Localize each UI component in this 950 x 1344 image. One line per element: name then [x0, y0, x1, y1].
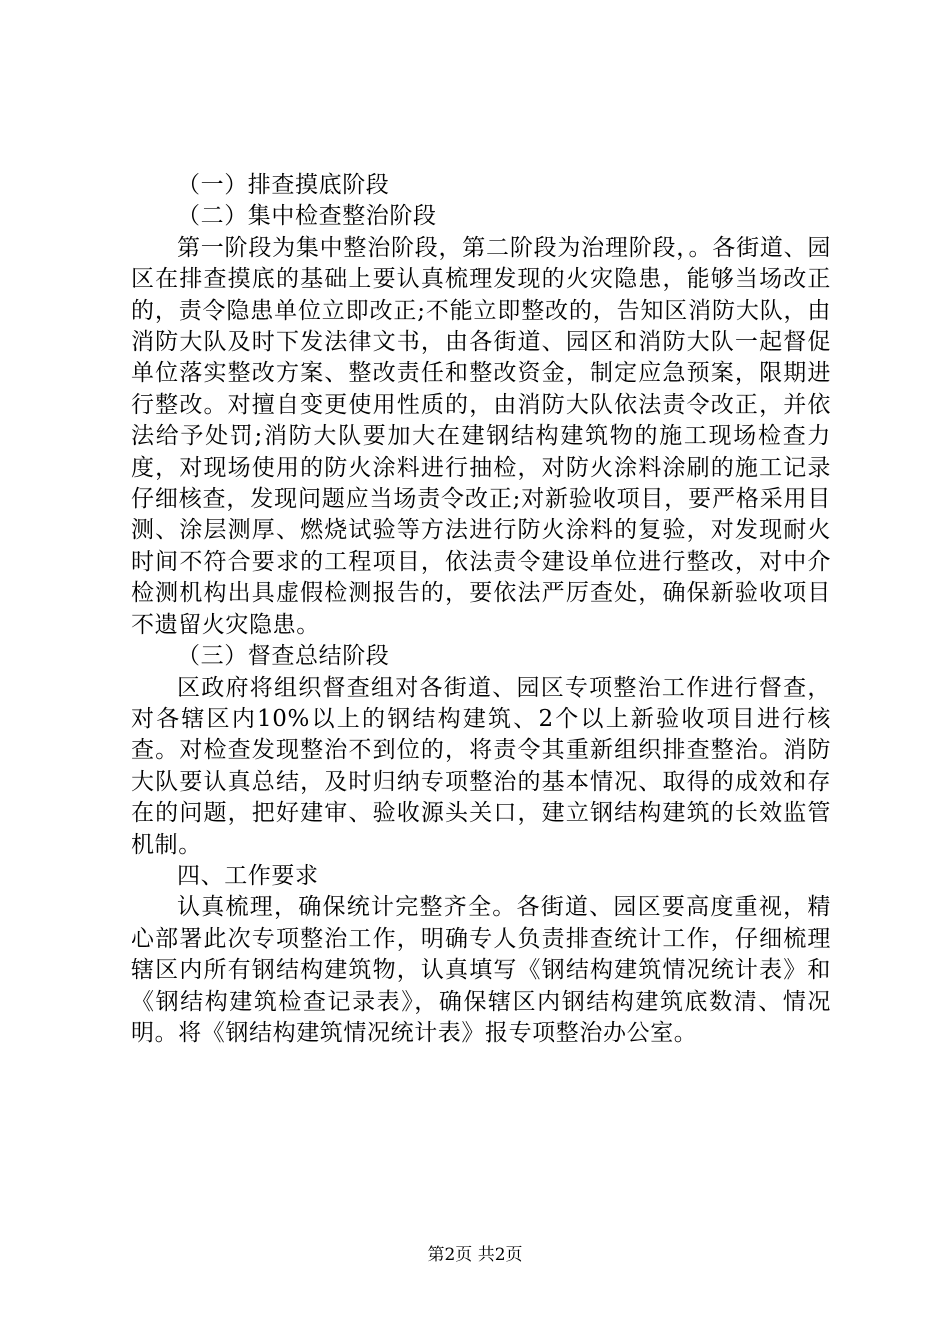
- page-number-footer: 第2页 共2页: [427, 1245, 523, 1265]
- section-heading-summary: （三）督查总结阶段: [177, 643, 390, 670]
- body-paragraph-inspection: 第一阶段为集中整治阶段，第二阶段为治理阶段，。各街道、园区在排查摸底的基础上要认真梳理发现的火灾隐患，能够当场改正的，责令隐患单位立即改正;不能立即整改的，告知区消防大队，由消防大队及时下发法律文书，由各街道、园区和消防大队一起督促单位落实整改方案、整改责任和整改资金，制定应急预案，限期进行整改。对擅自变更使用性质的，由消防大队依法责令改正，并依法给予处罚;消防大队要加大在建钢结构建筑物的施工现场检查力度，对现场使用的防火涂料进行抽检，对防火涂料涂刷的施工记录仔细核查，发现问题应当场责令改正;对新验收项目，要严格采用目测、涂层测厚、燃烧试验等方法进行防火涂料的复验，对发现耐火时间不符合要求的工程项目，依法责令建设单位进行整改，对中介检测机构出具虚假检测报告的，要依法严厉查处，确保新验收项目不遗留火灾隐患。: [131, 234, 831, 638]
- section-heading-inspection: （二）集中检查整治阶段: [177, 203, 437, 230]
- document-body: [131, 170, 831, 1049]
- section-heading-requirements: 四、工作要求: [177, 862, 319, 889]
- body-paragraph-requirements: 认真梳理，确保统计完整齐全。各街道、园区要高度重视，精心部署此次专项整治工作，明确专人负责排查统计工作，仔细梳理辖区内所有钢结构建筑物，认真填写《钢结构建筑情况统计表》和《钢结构建筑检查记录表》，确保辖区内钢结构建筑底数清、情况明。将《钢结构建筑情况统计表》报专项整治办公室。: [131, 894, 831, 1046]
- section-heading-investigation: （一）排查摸底阶段: [177, 172, 390, 198]
- body-paragraph-summary: 区政府将组织督查组对各街道、园区专项整治工作进行督查，对各辖区内10%以上的钢结构建筑、2个以上新验收项目进行核查。对检查发现整治不到位的，将责令其重新组织排查整治。消防大队要认真总结，及时归纳专项整治的基本情况、取得的成效和存在的问题，把好建审、验收源头关口，建立钢结构建筑的长效监管机制。: [131, 674, 831, 858]
